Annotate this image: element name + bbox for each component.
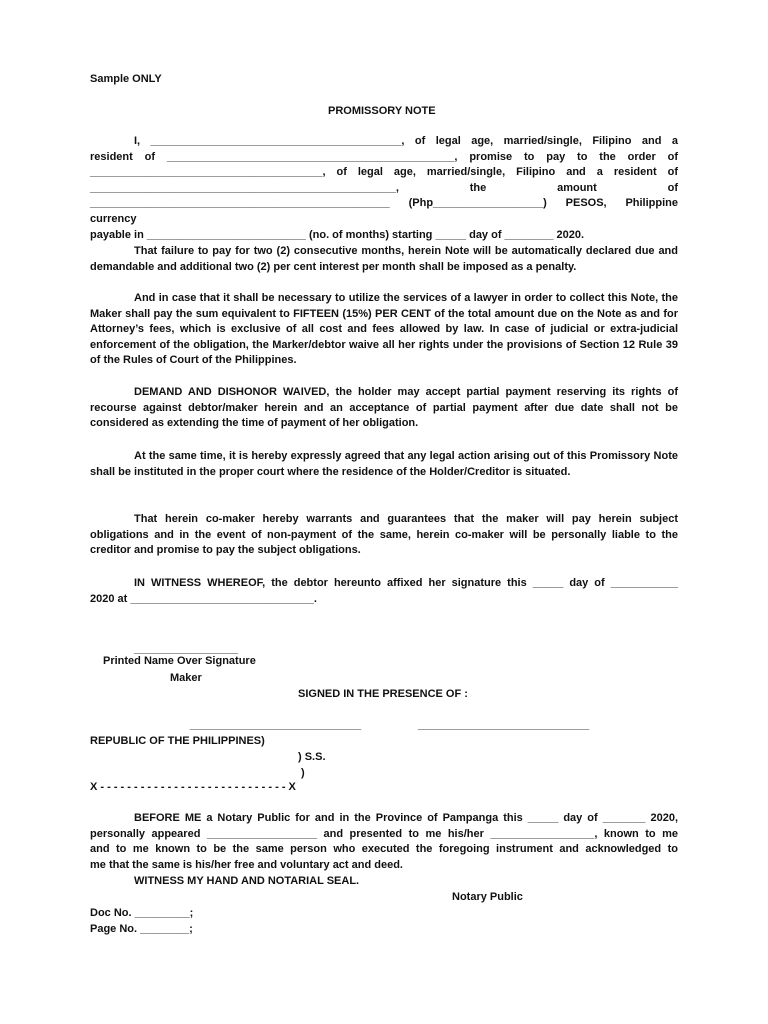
- doc-no-field: Doc No. _________;: [90, 907, 194, 919]
- text-line: payable in __________________________ (no. of months) starting _____ day of ________ 2020.: [90, 228, 585, 241]
- paragraph-default: That failure to pay for two (2) consecutive months, herein Note will be automatically declared due and demandable and additional two (2) per cent interest per month shall be imposed as a penalty.: [90, 245, 678, 273]
- witness-hand-label: WITNESS MY HAND AND NOTARIAL SEAL.: [134, 875, 360, 887]
- text-line: ______________________________________, of legal age, married/single, Filipino and a resident of: [90, 166, 678, 179]
- demand-waived-lead: DEMAND AND DISHONOR WAIVED,: [134, 386, 330, 398]
- ss-label: ) S.S.: [298, 751, 326, 763]
- page-no-field: Page No. ________;: [90, 923, 193, 935]
- republic-label: REPUBLIC OF THE PHILIPPINES): [90, 735, 265, 747]
- witness-signature-line-2: ____________________________: [418, 719, 590, 731]
- venue-x-line: X - - - - - - - - - - - - - - - - - - - - - - - - - - - - X: [90, 781, 296, 793]
- paragraph-notary: [90, 811, 678, 873]
- paragraph-demand-waived: [90, 385, 678, 432]
- paragraph-parties: [90, 134, 678, 243]
- sample-label: Sample ONLY: [90, 73, 162, 85]
- notary-public-label: Notary Public: [452, 891, 523, 903]
- text-line: IN WITNESS WHEREOF, the debtor hereunto affixed her signature this _____ day of ___________: [134, 577, 678, 589]
- page-title: PROMISSORY NOTE: [328, 105, 436, 117]
- maker-label: Maker: [170, 672, 202, 684]
- text-line: __________________________________________________, the amount of: [90, 181, 678, 194]
- text-line: me that the same is his/her free and voluntary act and deed.: [90, 858, 403, 871]
- demand-waived-text: the holder may accept partial payment reserving its rights of recourse against debtor/maker herein and an acceptance of partial payment after due date shall not be considered as extending the time of payment of her obligation.: [90, 386, 678, 430]
- paragraph-attorney-fees: And in case that it shall be necessary to utilize the services of a lawyer in order to collect this Note, the Maker shall pay the sum equivalent to FIFTEEN (15%) PER CENT of the total amount due on the Note as and for Attorney’s fees, which is exclusive of all cost and fees allowed by law. In case of judicial or extra-judicial enforcement of the obligation, the Marker/debtor waive all her rights under the provisions of Section 12 Rule 39 of the Rules of Court of the Philippines.: [90, 292, 678, 367]
- venue-paren: ): [301, 767, 305, 779]
- text-line: _________________________________________________ (Php__________________) PESOS, Philippine currency: [90, 197, 678, 225]
- text-line: BEFORE ME a Notary Public for and in the Province of Pampanga this _____ day of _______ 2020,: [134, 812, 678, 824]
- signed-presence-label: SIGNED IN THE PRESENCE OF :: [298, 688, 468, 700]
- text-line: personally appeared __________________ and presented to me his/her _________________, known to me: [90, 827, 678, 840]
- text-line: 2020 at ______________________________.: [90, 592, 317, 605]
- printed-name-label: Printed Name Over Signature: [103, 655, 256, 667]
- text-line: resident of _______________________________________________, promise to pay to the order of: [90, 150, 678, 163]
- paragraph-in-witness: [90, 576, 678, 607]
- maker-signature-line: _________________: [134, 643, 239, 655]
- paragraph-venue-clause: At the same time, it is hereby expressly agreed that any legal action arising out of this Promissory Note shall be instituted in the proper court where the residence of the Holder/Creditor is situated.: [90, 450, 678, 478]
- text-line: I, _________________________________________, of legal age, married/single, Filipino and a: [134, 135, 678, 147]
- text-line: and to me known to be the same person who executed the foregoing instrument and acknowledged to: [90, 843, 678, 856]
- paragraph-co-maker: That herein co-maker hereby warrants and guarantees that the maker will pay herein subject obligations and in the event of non-payment of the same, herein co-maker will be personally liable to the creditor and promise to pay the subject obligations.: [90, 513, 678, 557]
- witness-signature-line-1: ____________________________: [190, 719, 362, 731]
